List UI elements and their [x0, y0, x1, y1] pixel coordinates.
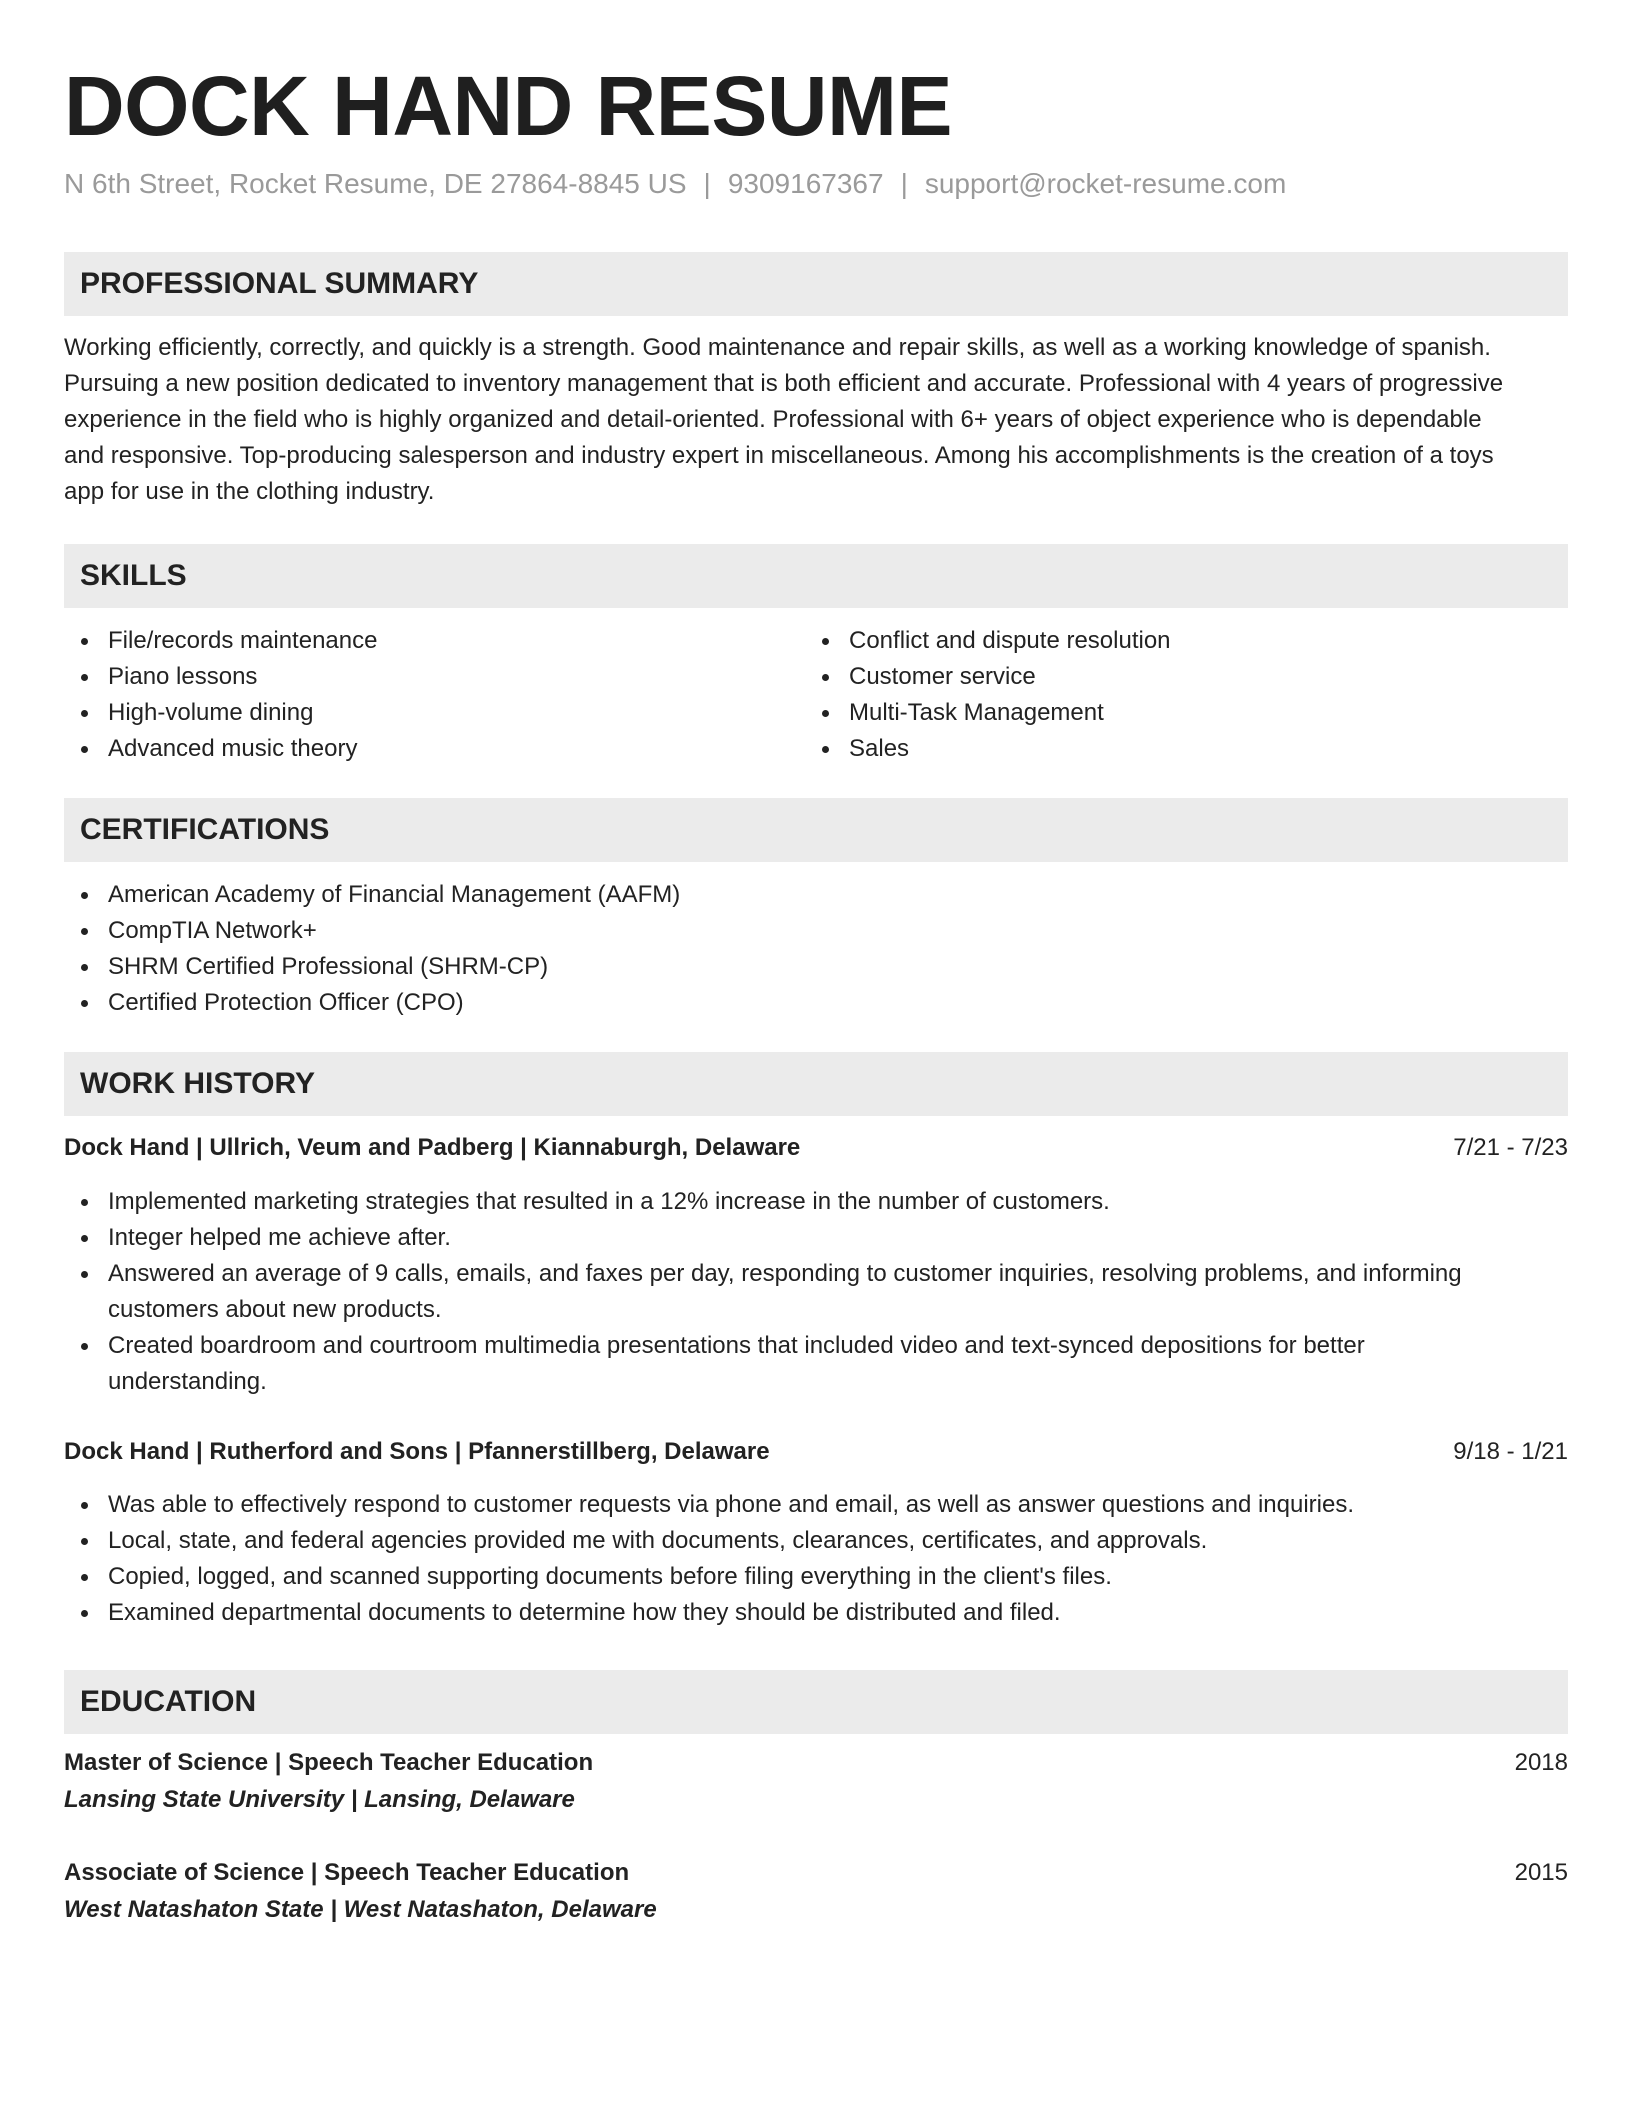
- contact-separator: |: [703, 168, 711, 199]
- job-bullet: Implemented marketing strategies that resulted in a 12% increase in the number of customers.: [64, 1184, 1568, 1220]
- certification-item: SHRM Certified Professional (SHRM-CP): [64, 949, 1568, 985]
- job-bullet: Was able to effectively respond to customer requests via phone and email, as well as answer questions and inquiries.: [64, 1487, 1568, 1523]
- section-header-work-history: [64, 1052, 1568, 1116]
- resume-title: DOCK HAND RESUME: [64, 59, 953, 153]
- job-bullet-line: customers about new products.: [108, 1296, 442, 1323]
- certifications-list: [64, 877, 1568, 1021]
- skills-list-right: [805, 623, 1565, 767]
- skills-list-left: [64, 623, 794, 767]
- summary-line: Working efficiently, correctly, and quickly is a strength. Good maintenance and repair skills, as well as a working knowledge of spanish.: [64, 334, 1491, 361]
- skill-item: Advanced music theory: [64, 731, 794, 767]
- job-title: Dock Hand | Ullrich, Veum and Padberg | Kiannaburgh, Delaware: [64, 1134, 801, 1161]
- contact-line: [64, 166, 1286, 202]
- skill-item: Conflict and dispute resolution: [805, 623, 1565, 659]
- section-header-certifications: [64, 798, 1568, 862]
- skill-item: High-volume dining: [64, 695, 794, 731]
- contact-address: N 6th Street, Rocket Resume, DE 27864-8845 US: [64, 168, 687, 199]
- job-bullet-line: Answered an average of 9 calls, emails, and faxes per day, responding to customer inquiries, resolving problems, and informing: [108, 1260, 1462, 1287]
- job-bullet-line: understanding.: [108, 1368, 267, 1395]
- degree-year: 2015: [1514, 1859, 1568, 1886]
- degree-title: Associate of Science | Speech Teacher Education: [64, 1859, 630, 1886]
- skill-item: Customer service: [805, 659, 1565, 695]
- summary-line: app for use in the clothing industry.: [64, 478, 435, 505]
- skill-item: File/records maintenance: [64, 623, 794, 659]
- school-name: Lansing State University | Lansing, Delaware: [64, 1786, 575, 1813]
- certification-item: CompTIA Network+: [64, 913, 1568, 949]
- job-bullet: Examined departmental documents to determine how they should be distributed and filed.: [64, 1595, 1568, 1631]
- section-header-education: [64, 1670, 1568, 1734]
- contact-email[interactable]: support@rocket-resume.com: [924, 168, 1287, 199]
- summary-text: [64, 330, 1568, 510]
- contact-phone: 9309167367: [727, 168, 884, 199]
- section-header-skills: [64, 544, 1568, 608]
- summary-line: experience in the field who is highly organized and detail-oriented. Professional with 6+ years of object experience who is dependable: [64, 406, 1482, 433]
- skill-item: Piano lessons: [64, 659, 794, 695]
- certification-item: American Academy of Financial Management (AAFM): [64, 877, 1568, 913]
- job-bullet: [64, 1256, 1568, 1328]
- job-bullet: Copied, logged, and scanned supporting documents before filing everything in the client's files.: [64, 1559, 1568, 1595]
- job-dates: 7/21 - 7/23: [1453, 1134, 1568, 1161]
- degree-year: 2018: [1514, 1749, 1568, 1776]
- section-title: CERTIFICATIONS: [80, 813, 330, 846]
- job-title: Dock Hand | Rutherford and Sons | Pfannerstillberg, Delaware: [64, 1438, 770, 1465]
- job-bullet: Integer helped me achieve after.: [64, 1220, 1568, 1256]
- degree-title: Master of Science | Speech Teacher Education: [64, 1749, 594, 1776]
- job-bullet: [64, 1328, 1568, 1400]
- skill-item: Multi-Task Management: [805, 695, 1565, 731]
- section-title: PROFESSIONAL SUMMARY: [80, 267, 479, 300]
- section-title: WORK HISTORY: [80, 1067, 316, 1100]
- job-bullet-line: Created boardroom and courtroom multimedia presentations that included video and text-synced depositions for better: [108, 1332, 1365, 1359]
- job-bullets: [64, 1487, 1568, 1631]
- skill-item: Sales: [805, 731, 1565, 767]
- section-header-summary: [64, 252, 1568, 316]
- contact-separator: |: [900, 168, 908, 199]
- section-title: EDUCATION: [80, 1685, 257, 1718]
- job-bullets: [64, 1184, 1568, 1400]
- job-dates: 9/18 - 1/21: [1453, 1438, 1568, 1465]
- job-bullet: Local, state, and federal agencies provided me with documents, clearances, certificates, and approvals.: [64, 1523, 1568, 1559]
- school-name: West Natashaton State | West Natashaton, Delaware: [64, 1896, 657, 1923]
- summary-line: and responsive. Top-producing salesperson and industry expert in miscellaneous. Among his accomplishments is the creation of a toys: [64, 442, 1494, 469]
- section-title: SKILLS: [80, 559, 187, 592]
- certification-item: Certified Protection Officer (CPO): [64, 985, 1568, 1021]
- summary-line: Pursuing a new position dedicated to inventory management that is both efficient and accurate. Professional with 4 years of progressive: [64, 370, 1504, 397]
